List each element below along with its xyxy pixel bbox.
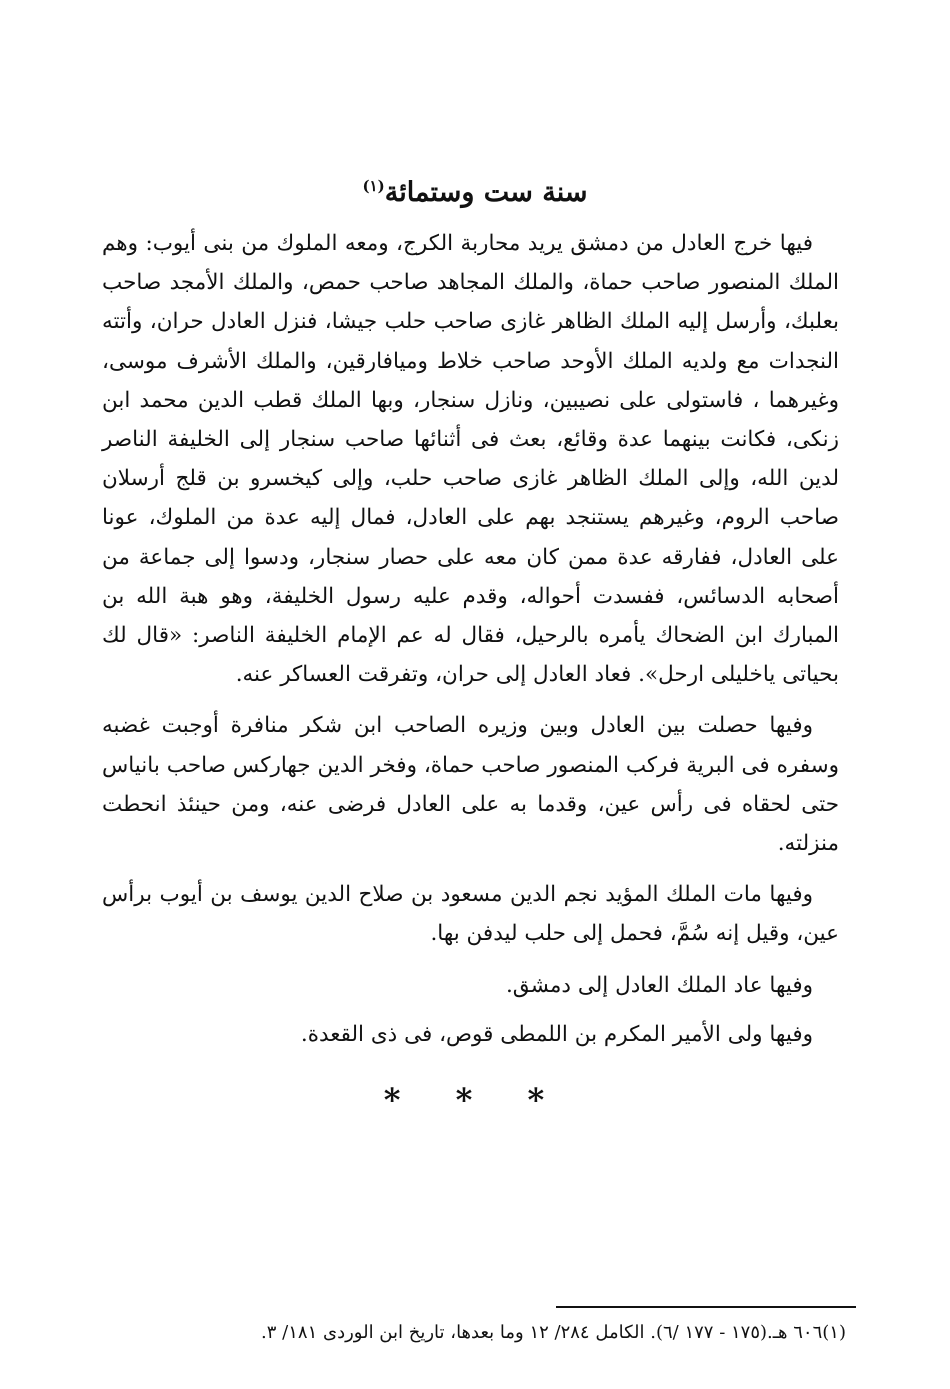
paragraph-5: وفيها ولى الأمير المكرم بن اللمطى قوص، فى ذى القعدة. [300,1021,813,1047]
paragraph-4: وفيها عاد الملك العادل إلى دمشق. [505,972,813,998]
main-text [102,224,839,1064]
paragraph-3: وفيها مات الملك المؤيد نجم الدين مسعود بن صلاح الدين يوسف بن أيوب برأس عين، وقيل إنه سُمَّ، فحمل إلى حلب ليدفن بها. [102,882,839,947]
footnote: (١)٦٠٦ هـ.(١٧٥ - ١٧٧ /٦). الكامل ٢٨٤/ ١٢ وما بعدها، تاريخ ابن الوردى ١٨١/ ٣. [261,1322,846,1343]
paragraph-2: وفيها حصلت بين العادل وبين وزيره الصاحب ابن شكر منافرة أوجبت غضبه وسفره فى البرية فركب المنصور صاحب حماة، وفخر الدين جهاركس صاحب بانياس حتى لحقاه فى رأس عين، وقدما به على العادل فرضى عنه، ومن حينئذ انحطت منزلته. [102,713,839,857]
paragraph-1: فيها خرج العادل من دمشق يريد محاربة الكرج، ومعه الملوك من بنى أيوب: وهم الملك المنصور صاحب حماة، والملك المجاهد صاحب حمص، والملك الأمجد صاحب بعلبك، وأرسل إليه الملك الظاهر غازى صاحب حلب جيشا، فنزل العادل حران، وأتته النجدات مع ولديه الملك الأوحد صاحب خلاط وميافارقين، والملك الأشرف موسى، وغيرهما ، فاستولى على نصيبين، ونازل سنجار، وبها الملك قطب الدين محمد ابن زنكى، فكانت بينهما عدة وقائع، بعث فى أثنائها صاحب سنجار إلى الخليفة الناصر لدين الله، وإلى الملك الظاهر غازى صاحب حلب، وإلى كيخسرو بن قلج أرسلان صاحب الروم، وغيرهم يستنجد بهم على العادل، فمال إليه عدة من الملوك، عونا على العادل، ففارقه عدة ممن كان معه على حصار سنجار، ودسوا إلى جماعة من أصحابه الدسائس، ففسدت أحواله، وقدم عليه رسول الخليفة، وهو هبة الله بن المبارك ابن الضحاك يأمره بالرحيل، فقال له عم الإمام الخليفة الناصر: «قال لك بحياتى ياخليلى ارحل». فعاد العادل إلى حران، وتفرقت العساكر عنه. [102,231,839,688]
section-title [0,168,950,211]
footnote-marker[interactable]: (١) [362,177,385,195]
section-separator: * * * [383,1081,567,1119]
section-title-text: سنة ست وستمائة [384,177,588,208]
footnote-divider [556,1306,856,1308]
